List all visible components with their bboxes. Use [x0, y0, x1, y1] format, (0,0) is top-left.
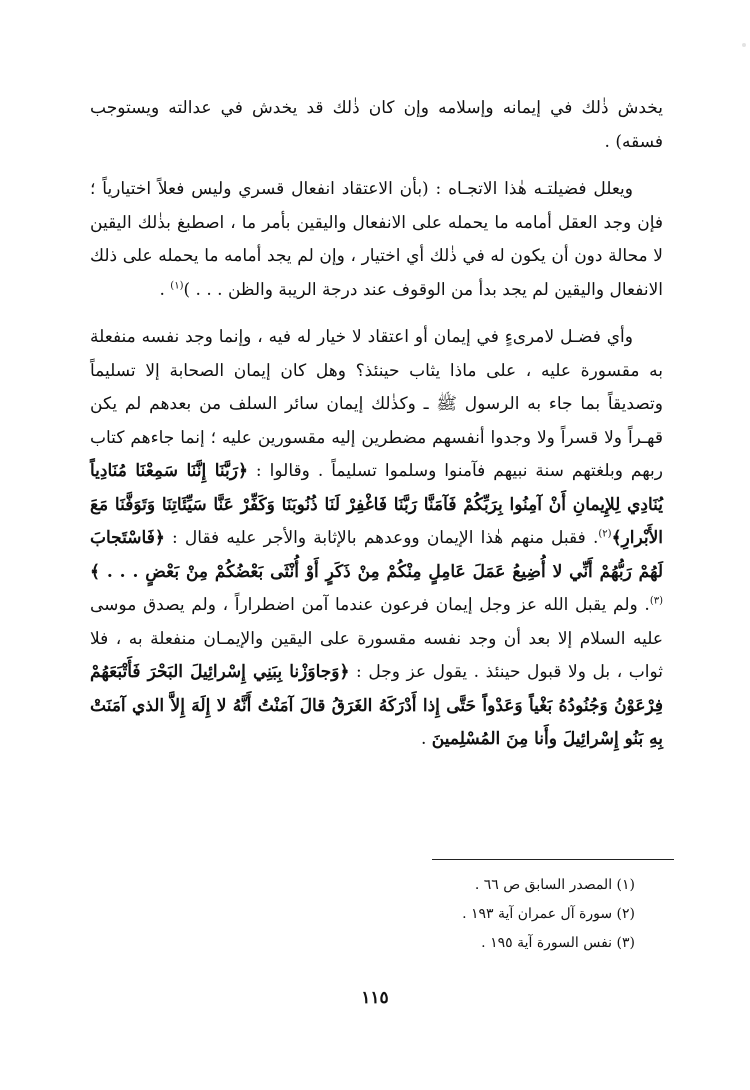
- paragraph-2: [90, 173, 663, 307]
- paragraph-3-end: .: [420, 729, 432, 749]
- quran-quote-3: ﴿وَجاوَزْنا بِبَنِي إِسْرائِيلَ البَحْرَ فَأَتْبَعَهُمْ فِرْعَوْنُ وَجُنُودُهُ بَغْياً وَعَدْواً حَتَّى إِذا أَدْرَكَهُ الغَرَقُ قالَ آمَنْتُ أَنَّهُ لا إِلَهَ إِلاَّ الذي آمَنَتْ بِهِ بَنُو إِسْرائِيلَ وأَنا مِنَ المُسْلِمينَ: [90, 662, 663, 749]
- footnote-ref-1: (١): [170, 279, 184, 291]
- main-text: [90, 92, 663, 757]
- scan-speck: [742, 43, 746, 47]
- footnotes: [315, 871, 635, 958]
- paragraph-2-text: ويعلل فضيلتـه هٰذا الاتجـاه : (بأن الاعتقاد انفعال قسري وليس فعلاً اختيارياً ؛ فإن وجد العقل أمامه ما يحمله على الانفعال واليقين بأمر ما ، اصطبغ بذٰلك اليقين لا محالة دون أن يكون له في ذٰلك أي اختيار ، وإن لم يجد أمامه ما يحمله على ذلك الانفعال واليقين لم يجد بدأ من الوقوف عند درجة الريبة والظن . . . ): [90, 179, 663, 300]
- paragraph-1: يخدش ذٰلك في إيمانه وإسلامه وإن كان ذٰلك قد يخدش في عدالته ويستوجب فسقه) .: [90, 98, 663, 152]
- footnote-2: (٢) سورة آل عمران آية ١٩٣ .: [462, 906, 635, 922]
- paragraph-3-part-1: وأي فضـل لامرىءٍ في إيمان أو اعتقاد لا خيار له فيه ، وإنما وجد نفسه منفعلة به مقسورة عليه ، على ماذا يثاب حينئذ؟ وهل كان إيمان الصحابة إلا تسليماً وتصديقاً بما جاء به الرسول ﷺ ـ وكذٰلك إيمان سائر السلف من بعدهم لم يكن قهـراً ولا قسراً ولا وجدوا أنفسهم مضطرين إليه مقسورين عليه ؛ إنما جاءهم كتاب ربهم وبلغتهم سنة نبيهم فآمنوا وسلموا تسليماً . وقالوا :: [90, 327, 663, 481]
- footnote-1: (١) المصدر السابق ص ٦٦ .: [474, 877, 635, 893]
- paragraph-3-part-2: . فقبل منهم هٰذا الإيمان ووعدهم بالإثابة والأجر عليه فقال :: [164, 528, 599, 548]
- paragraph-2-end: .: [159, 279, 171, 300]
- paragraph-3: [90, 321, 663, 757]
- footnote-ref-2: (٢): [598, 528, 612, 540]
- quran-quote-1: ﴿رَبَّنَا إِنَّنَا سَمِعْنَا مُنَادِياً يُنَادِي لِلإِيمانِ أَنْ آمِنُوا بِرَبِّكُمْ فَآمَنَّا رَبَّنَا فَاغْفِرْ لَنَا ذُنُوبَنَا وَكَفِّرْ عَنَّا سَيِّئَاتِنَا وَتَوَفَّنَا مَعَ الأَبْرارِ﴾: [90, 461, 663, 548]
- quran-quote-2: ﴿فَاسْتَجابَ لَهُمْ رَبُّهُمْ أَنِّي لا أُضِيعُ عَمَلَ عَامِلٍ مِنْكُمْ مِنْ ذَكَرٍ أَوْ أُنْثَى بَعْضُكُمْ مِنْ بَعْضٍ . . . ﴾: [90, 528, 663, 582]
- footnote-separator: [432, 859, 674, 860]
- page-number: ١١٥: [361, 988, 389, 1008]
- paragraph-3-part-3: . ولم يقبل الله عز وجل إيمان فرعون عندما آمن اضطراراً ، ولم يصدق موسى عليه السلام إلا بعد أن وجد نفسه مقسورة على اليقين والإيمـان منفعلة به ، فلا ثواب ، بل ولا قبول حينئذ . يقول عز وجل :: [90, 595, 664, 682]
- footnote-ref-3: (٣): [649, 595, 663, 607]
- footnote-3: (٣) نفس السورة آية ١٩٥ .: [481, 935, 635, 951]
